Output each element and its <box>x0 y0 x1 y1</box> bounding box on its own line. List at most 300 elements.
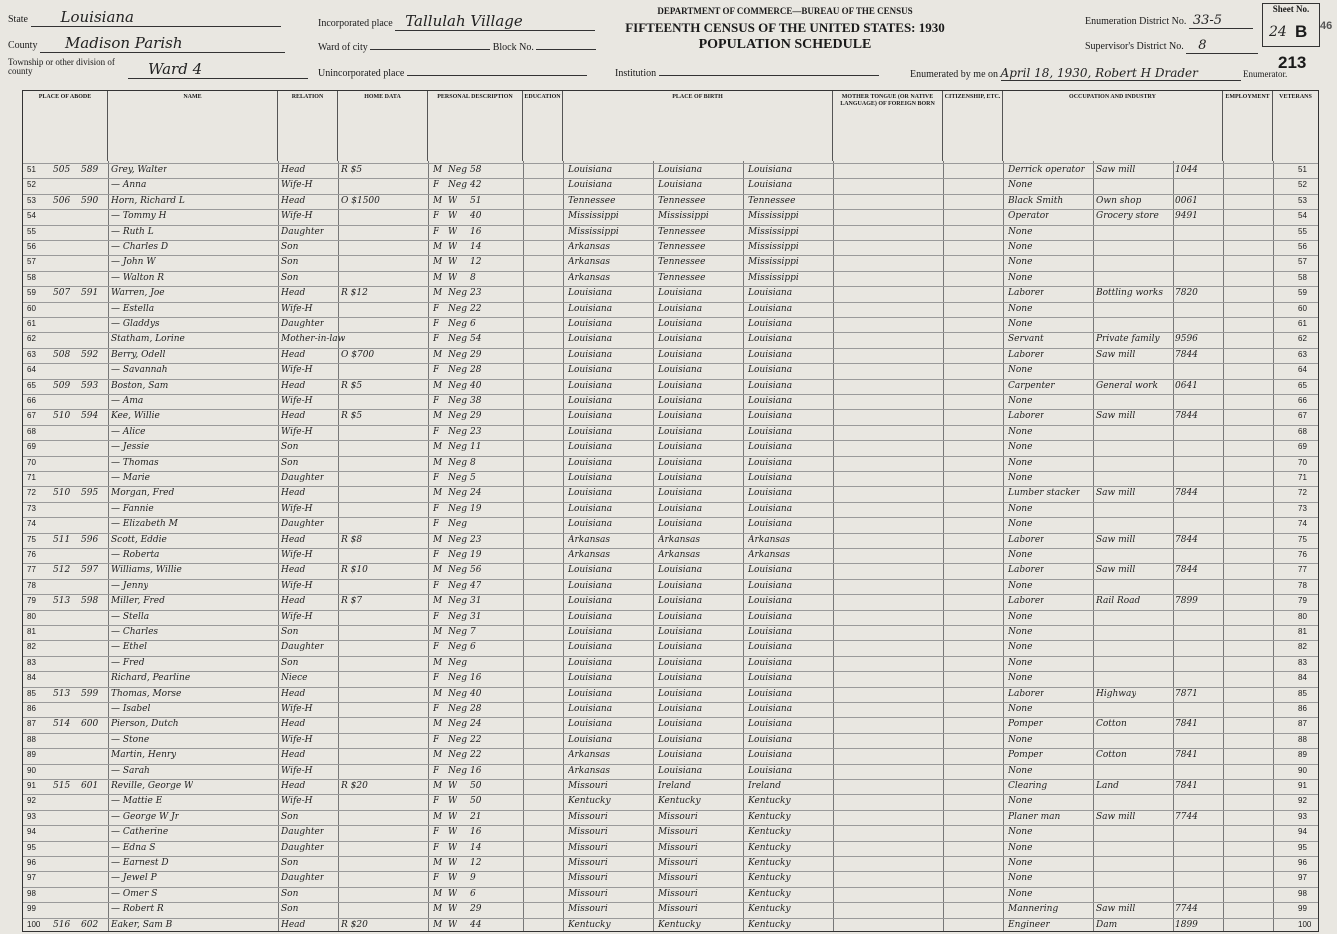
race: Neg <box>448 765 467 776</box>
age: 19 <box>470 550 482 560</box>
table-row <box>23 702 1318 719</box>
sex: M <box>433 411 443 422</box>
family-number: 600 <box>81 719 99 730</box>
sex: M <box>433 627 443 637</box>
home-data: R $5 <box>341 165 363 175</box>
industry: Cotton <box>1096 750 1127 761</box>
birthplace: Louisiana <box>568 334 613 345</box>
birthplace: Louisiana <box>568 165 613 175</box>
industry: Dam <box>1096 919 1118 930</box>
father-birthplace: Louisiana <box>658 473 703 483</box>
enumerator-suffix: Enumerator. <box>1243 69 1288 79</box>
birthplace: Louisiana <box>568 503 613 514</box>
age: 14 <box>470 242 482 252</box>
person-name: Williams, Willie <box>111 565 182 576</box>
mother-birthplace: Arkansas <box>748 534 791 545</box>
dwelling-number: 513 <box>53 688 71 699</box>
line-number: 61 <box>27 319 36 328</box>
home-data: O $700 <box>341 349 375 360</box>
mother-birthplace: Kentucky <box>748 919 791 930</box>
occupation: None <box>1008 842 1033 853</box>
line-number: 60 <box>27 303 36 313</box>
mother-birthplace: Kentucky <box>748 842 791 853</box>
col-place-of-birth: PLACE OF BIRTH <box>563 91 833 161</box>
age: 31 <box>470 596 482 607</box>
relation: Daughter <box>281 642 325 653</box>
table-row <box>23 456 1318 473</box>
institution-field <box>615 68 879 79</box>
occupation: Lumber stacker <box>1008 488 1081 499</box>
person-name: — John W <box>111 257 156 268</box>
birthplace: Louisiana <box>568 288 613 299</box>
industry: Saw mill <box>1096 349 1136 360</box>
age: 40 <box>470 688 482 699</box>
person-name: — Jewel P <box>111 873 157 884</box>
father-birthplace: Louisiana <box>658 426 703 437</box>
race: Neg <box>448 319 467 329</box>
person-name: — Thomas <box>111 457 159 468</box>
father-birthplace: Missouri <box>658 827 698 838</box>
father-birthplace: Louisiana <box>658 688 703 699</box>
race: W <box>448 272 458 283</box>
occupation: None <box>1008 242 1033 252</box>
line-number: 86 <box>27 704 36 713</box>
birthplace: Missouri <box>568 904 608 915</box>
age: 9 <box>470 873 476 884</box>
sex: F <box>433 796 440 807</box>
birthplace: Missouri <box>568 811 608 822</box>
age: 44 <box>470 919 482 930</box>
line-number-right: 51 <box>1298 165 1307 174</box>
person-name: — Roberta <box>111 550 160 560</box>
person-name: — Walton R <box>111 272 165 283</box>
line-number: 59 <box>27 288 36 298</box>
line-number-right: 66 <box>1298 396 1307 405</box>
age: 29 <box>470 904 482 915</box>
occupation: Engineer <box>1008 919 1050 930</box>
person-name: — Savannah <box>111 365 168 376</box>
page-stamp: 213 <box>1278 53 1307 72</box>
father-birthplace: Louisiana <box>658 596 703 607</box>
line-number: 98 <box>27 888 36 898</box>
birthplace: Missouri <box>568 873 608 884</box>
race: Neg <box>448 596 467 607</box>
father-birthplace: Tennessee <box>658 257 706 268</box>
relation: Wife-H <box>281 611 313 622</box>
col-personal: PERSONAL DESCRIPTION <box>428 91 523 161</box>
mother-birthplace: Louisiana <box>748 734 793 745</box>
line-number-right: 90 <box>1298 765 1307 775</box>
table-row <box>23 717 1318 734</box>
age: 11 <box>470 442 482 453</box>
line-number: 76 <box>27 550 36 559</box>
mother-birthplace: Louisiana <box>748 334 793 345</box>
age: 38 <box>470 396 482 406</box>
industry: Saw mill <box>1096 411 1136 422</box>
birthplace: Arkansas <box>568 765 611 776</box>
mother-birthplace: Louisiana <box>748 580 793 591</box>
age: 42 <box>470 180 482 191</box>
line-number: 64 <box>27 365 36 375</box>
population-table <box>22 90 1319 932</box>
relation: Head <box>281 688 306 699</box>
person-name: Martin, Henry <box>111 750 177 761</box>
age: 19 <box>470 503 482 514</box>
mother-birthplace: Louisiana <box>748 319 793 329</box>
person-name: Thomas, Morse <box>111 688 182 699</box>
occupation: None <box>1008 657 1033 668</box>
occupation: Pomper <box>1008 750 1044 761</box>
occupation-code: 7844 <box>1175 488 1198 499</box>
table-row <box>23 779 1318 796</box>
line-number-right: 52 <box>1298 180 1307 190</box>
line-number: 51 <box>27 165 36 174</box>
line-number-right: 98 <box>1298 888 1307 898</box>
line-number-right: 91 <box>1298 781 1307 790</box>
line-number-right: 59 <box>1298 288 1307 298</box>
sex: M <box>433 165 443 175</box>
sex: M <box>433 919 443 930</box>
race: W <box>448 811 458 822</box>
person-name: — Sarah <box>111 765 150 776</box>
sex: M <box>433 534 443 545</box>
sheet-box <box>1262 3 1320 47</box>
occupation-code: 7844 <box>1175 349 1198 360</box>
line-number: 52 <box>27 180 36 190</box>
mother-birthplace: Louisiana <box>748 704 793 714</box>
sex: M <box>433 442 443 453</box>
line-number-right: 64 <box>1298 365 1307 375</box>
industry: Own shop <box>1096 195 1142 206</box>
mother-birthplace: Louisiana <box>748 442 793 453</box>
occupation: Mannering <box>1008 904 1059 915</box>
person-name: Boston, Sam <box>111 380 169 391</box>
line-number: 69 <box>27 442 36 452</box>
occupation-code: 7820 <box>1175 288 1198 299</box>
line-number: 90 <box>27 765 36 775</box>
birthplace: Louisiana <box>568 473 613 483</box>
father-birthplace: Louisiana <box>658 627 703 637</box>
line-number: 91 <box>27 781 36 790</box>
relation: Head <box>281 919 306 930</box>
line-number: 66 <box>27 396 36 405</box>
line-number: 84 <box>27 673 36 683</box>
occupation: None <box>1008 611 1033 622</box>
person-name: Reville, George W <box>111 781 194 791</box>
occupation-code: 7844 <box>1175 565 1198 576</box>
mother-birthplace: Louisiana <box>748 396 793 406</box>
line-number-right: 88 <box>1298 734 1307 744</box>
table-row <box>23 579 1318 596</box>
occupation: None <box>1008 257 1033 268</box>
table-row <box>23 856 1318 873</box>
line-number: 97 <box>27 873 36 883</box>
line-number-right: 61 <box>1298 319 1307 328</box>
ed-field <box>1085 13 1253 29</box>
occupation: None <box>1008 873 1033 884</box>
occupation-code: 7744 <box>1175 904 1198 915</box>
line-number: 94 <box>27 827 36 837</box>
mother-birthplace: Kentucky <box>748 811 791 822</box>
birthplace: Louisiana <box>568 457 613 468</box>
line-number-right: 79 <box>1298 596 1307 606</box>
mother-birthplace: Louisiana <box>748 657 793 668</box>
mother-birthplace: Louisiana <box>748 488 793 499</box>
table-row <box>23 240 1318 257</box>
occupation: None <box>1008 503 1033 514</box>
sd-label: Supervisor's District No. <box>1085 41 1184 52</box>
sex: F <box>433 580 440 591</box>
occupation-code: 7899 <box>1175 596 1198 607</box>
occupation: None <box>1008 550 1033 560</box>
industry: Saw mill <box>1096 811 1136 822</box>
industry: Highway <box>1096 688 1137 699</box>
line-number-right: 83 <box>1298 657 1307 667</box>
birthplace: Mississippi <box>568 211 619 222</box>
occupation: Planer man <box>1008 811 1061 822</box>
relation: Head <box>281 750 306 761</box>
person-name: Miller, Fred <box>111 596 165 607</box>
table-row <box>23 656 1318 673</box>
mother-birthplace: Louisiana <box>748 765 793 776</box>
occupation: Laborer <box>1008 288 1045 299</box>
ed-label: Enumeration District No. <box>1085 16 1187 27</box>
sex: M <box>433 272 443 283</box>
table-row <box>23 394 1318 411</box>
father-birthplace: Louisiana <box>658 657 703 668</box>
state-field <box>8 8 281 27</box>
line-number-right: 74 <box>1298 519 1307 529</box>
father-birthplace: Tennessee <box>658 195 706 206</box>
person-name: Richard, Pearline <box>111 673 191 684</box>
table-row <box>23 841 1318 858</box>
dwelling-number: 505 <box>53 165 71 175</box>
dwelling-number: 515 <box>53 781 71 791</box>
birthplace: Kentucky <box>568 919 611 930</box>
industry: Grocery store <box>1096 211 1159 222</box>
relation: Daughter <box>281 519 325 530</box>
relation: Daughter <box>281 873 325 884</box>
relation: Wife-H <box>281 550 313 560</box>
col-employment: EMPLOYMENT <box>1223 91 1273 161</box>
home-data: R $12 <box>341 288 368 299</box>
col-veterans: VETERANS <box>1279 94 1312 100</box>
table-row <box>23 548 1318 565</box>
father-birthplace: Louisiana <box>658 750 703 761</box>
sex: M <box>433 457 443 468</box>
father-birthplace: Arkansas <box>658 550 701 560</box>
father-birthplace: Louisiana <box>658 180 703 191</box>
person-name: — Ama <box>111 396 144 406</box>
father-birthplace: Louisiana <box>658 611 703 622</box>
relation: Daughter <box>281 842 325 853</box>
dwelling-number: 506 <box>53 195 71 206</box>
birthplace: Louisiana <box>568 719 613 730</box>
father-birthplace: Ireland <box>658 781 691 791</box>
sex: F <box>433 365 440 376</box>
occupation: None <box>1008 796 1033 807</box>
table-row <box>23 687 1318 704</box>
line-number: 74 <box>27 519 36 529</box>
line-number: 93 <box>27 811 36 821</box>
father-birthplace: Louisiana <box>658 334 703 345</box>
relation: Wife-H <box>281 211 313 222</box>
relation: Son <box>281 904 299 915</box>
age: 6 <box>470 319 476 329</box>
table-row <box>23 748 1318 765</box>
line-number: 88 <box>27 734 36 744</box>
table-row <box>23 225 1318 242</box>
birthplace: Louisiana <box>568 396 613 406</box>
race: Neg <box>448 180 467 191</box>
sex: F <box>433 319 440 329</box>
birthplace: Louisiana <box>568 565 613 576</box>
line-number-right: 85 <box>1298 688 1307 698</box>
father-birthplace: Louisiana <box>658 565 703 576</box>
occupation: None <box>1008 580 1033 591</box>
age: 24 <box>470 488 482 499</box>
family-number: 601 <box>81 781 99 791</box>
table-row <box>23 348 1318 365</box>
father-birthplace: Missouri <box>658 873 698 884</box>
age: 23 <box>470 534 482 545</box>
father-birthplace: Louisiana <box>658 411 703 422</box>
father-birthplace: Kentucky <box>658 919 701 930</box>
father-birthplace: Tennessee <box>658 242 706 252</box>
industry: General work <box>1096 380 1158 391</box>
race: W <box>448 873 458 884</box>
age: 50 <box>470 796 482 807</box>
birthplace: Louisiana <box>568 627 613 637</box>
industry: Saw mill <box>1096 534 1136 545</box>
occupation-code: 7841 <box>1175 750 1198 761</box>
family-number: 602 <box>81 919 99 930</box>
line-number-right: 80 <box>1298 611 1307 621</box>
occupation: None <box>1008 365 1033 376</box>
relation: Wife-H <box>281 396 313 406</box>
birthplace: Louisiana <box>568 488 613 499</box>
father-birthplace: Louisiana <box>658 303 703 314</box>
industry: Saw mill <box>1096 565 1136 576</box>
father-birthplace: Louisiana <box>658 503 703 514</box>
mother-birthplace: Louisiana <box>748 627 793 637</box>
line-number-right: 63 <box>1298 349 1307 359</box>
line-number: 68 <box>27 426 36 436</box>
race: Neg <box>448 657 467 668</box>
industry: Saw mill <box>1096 904 1136 915</box>
relation: Wife-H <box>281 426 313 437</box>
age: 29 <box>470 411 482 422</box>
person-name: — Charles <box>111 627 159 637</box>
relation: Head <box>281 719 306 730</box>
relation: Wife-H <box>281 734 313 745</box>
race: Neg <box>448 442 467 453</box>
race: W <box>448 226 458 237</box>
occupation: Laborer <box>1008 349 1045 360</box>
sd-field <box>1085 38 1258 54</box>
birthplace: Kentucky <box>568 796 611 807</box>
line-number-right: 54 <box>1298 211 1307 221</box>
person-name: — Omer S <box>111 888 158 899</box>
industry: Saw mill <box>1096 488 1136 499</box>
birthplace: Missouri <box>568 781 608 791</box>
occupation: Operator <box>1008 211 1050 222</box>
line-number-right: 89 <box>1298 750 1307 760</box>
relation: Son <box>281 272 299 283</box>
home-data: R $8 <box>341 534 363 545</box>
father-birthplace: Missouri <box>658 888 698 899</box>
relation: Daughter <box>281 226 325 237</box>
occupation: Carpenter <box>1008 380 1055 391</box>
father-birthplace: Missouri <box>658 842 698 853</box>
birthplace: Arkansas <box>568 750 611 761</box>
line-number: 87 <box>27 719 36 729</box>
sex: F <box>433 303 440 314</box>
institution-label: Institution <box>615 68 657 79</box>
occupation: None <box>1008 396 1033 406</box>
race: Neg <box>448 380 467 391</box>
relation: Head <box>281 349 306 360</box>
age: 12 <box>470 257 482 268</box>
line-number: 57 <box>27 257 36 267</box>
sex: M <box>433 257 443 268</box>
occupation: Laborer <box>1008 596 1045 607</box>
mother-birthplace: Ireland <box>748 781 781 791</box>
table-row <box>23 271 1318 288</box>
line-number-right: 55 <box>1298 226 1307 236</box>
occupation: None <box>1008 704 1033 714</box>
race: Neg <box>448 519 467 530</box>
line-number-right: 58 <box>1298 272 1307 282</box>
family-number: 597 <box>81 565 99 576</box>
age: 23 <box>470 288 482 299</box>
table-row <box>23 671 1318 688</box>
sex: M <box>433 904 443 915</box>
father-birthplace: Missouri <box>658 858 698 868</box>
table-row <box>23 332 1318 349</box>
mother-birthplace: Louisiana <box>748 411 793 422</box>
birthplace: Louisiana <box>568 611 613 622</box>
person-name: — Stone <box>111 734 150 745</box>
relation: Son <box>281 257 299 268</box>
line-number: 77 <box>27 565 36 575</box>
father-birthplace: Louisiana <box>658 642 703 653</box>
relation: Son <box>281 442 299 453</box>
table-row <box>23 810 1318 827</box>
father-birthplace: Louisiana <box>658 704 703 714</box>
occupation-code: 1044 <box>1175 165 1198 175</box>
census-title: FIFTEENTH CENSUS OF THE UNITED STATES: 1930 <box>625 20 945 35</box>
dwelling-number: 512 <box>53 565 71 576</box>
table-row <box>23 517 1318 534</box>
table-row <box>23 610 1318 627</box>
person-name: — Catherine <box>111 827 169 838</box>
sex: M <box>433 349 443 360</box>
county-label: County <box>8 40 38 51</box>
family-number: 591 <box>81 288 99 299</box>
line-number: 89 <box>27 750 36 760</box>
relation: Son <box>281 242 299 252</box>
father-birthplace: Tennessee <box>658 272 706 283</box>
mother-birthplace: Kentucky <box>748 904 791 915</box>
race: Neg <box>448 334 467 345</box>
occupation: None <box>1008 272 1033 283</box>
birthplace: Missouri <box>568 827 608 838</box>
incorporated-value: Tallulah Village <box>395 12 595 31</box>
relation: Son <box>281 858 299 868</box>
table-row <box>23 764 1318 781</box>
occupation: None <box>1008 226 1033 237</box>
